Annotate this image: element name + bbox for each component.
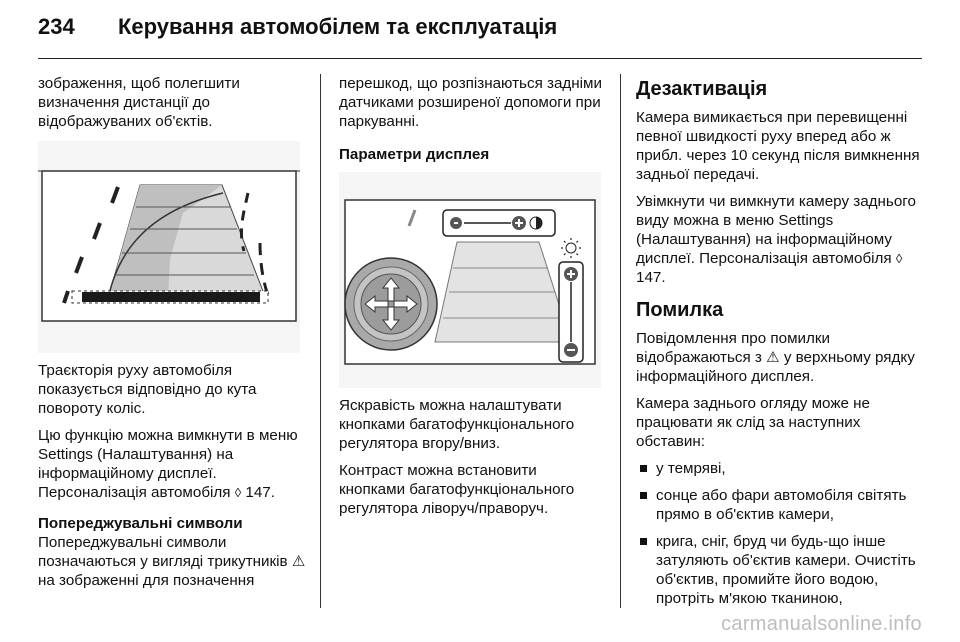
page-reference-link[interactable]: 147. <box>245 484 275 501</box>
guideline-illustration <box>38 141 300 353</box>
brightness-text: Яскравість можна налаштувати кнопками багатофункціонального регулятора вгору/вниз. <box>339 397 575 452</box>
column-2 <box>339 74 607 526</box>
page-reference-link[interactable]: 147. <box>636 269 666 286</box>
column-1 <box>38 74 310 598</box>
error-text: Повідомлення про помилки відображаються з ⚠ у верхньому рядку інформаційного дисплея. <box>636 330 915 385</box>
rear-camera-guideline-figure <box>38 141 300 353</box>
page-title: Керування автомобілем та експлуатація <box>118 14 558 39</box>
contrast-text: Контраст можна встановити кнопками багатофункціонального регулятора ліворуч/праворуч. <box>339 462 575 517</box>
error-heading: Помилка <box>636 299 724 321</box>
toggle-camera-text: Увімкнути чи вимкнути камеру заднього виду можна в меню Settings (Налаштування) на інформаційному дисплеї. Персоналізація автомобіля ◊ 147. <box>636 193 916 286</box>
column-divider-1 <box>320 74 321 608</box>
warning-symbols-text: Попереджувальні символи позначаються у вигляді трикутників ⚠ на зображенні для позначення <box>38 534 306 589</box>
page-number: 234 <box>38 14 75 39</box>
watermark: carmanualsonline.info <box>721 613 922 635</box>
reference-arrow-icon: ◊ <box>234 485 242 500</box>
warning-triangle-icon: ⚠ <box>766 349 780 366</box>
list-item: у темряві, <box>636 459 926 478</box>
warning-triangle-icon: ⚠ <box>291 553 306 570</box>
list-item: крига, сніг, бруд чи будь-що інше затуляють об'єктив камери. Очистіть об'єктив, промийте його водою, протріть м'якою тканиною, <box>636 532 926 608</box>
column-divider-2 <box>620 74 621 608</box>
trajectory-caption: Траєкторія руху автомобіля показується відповідно до кута повороту коліс. <box>38 362 257 417</box>
conditions-intro: Камера заднього огляду може не працювати як слід за наступних обставин: <box>636 395 870 450</box>
deactivation-heading: Дезактивація <box>636 78 768 100</box>
conditions-list <box>636 459 926 608</box>
list-item: сонце або фари автомобіля світять прямо в об'єктив камери, <box>636 486 926 524</box>
continuation-text: перешкод, що розпізнаються задніми датчиками розширеної допомоги при паркуванні. <box>339 75 602 130</box>
reference-arrow-icon: ◊ <box>895 251 903 266</box>
display-settings-heading: Параметри дисплея <box>339 146 490 163</box>
warning-symbols-heading: Попереджувальні символи <box>38 515 243 532</box>
display-settings-figure <box>339 172 601 388</box>
column-3 <box>636 74 926 616</box>
disable-trajectory-text: Цю функцію можна вимкнути в меню Settings (Налаштування) на інформаційному дисплеї. Персоналізація автомобіля ◊ 147. <box>38 427 298 501</box>
page-header <box>38 14 557 50</box>
display-settings-illustration <box>339 172 601 388</box>
deactivation-text: Камера вимикається при перевищенні певної швидкості руху вперед або ж прибл. через 10 секунд після вимкнення задньої передачі. <box>636 109 920 183</box>
intro-text: зображення, щоб полегшити визначення дистанції до відображуваних об'єктів. <box>38 75 240 130</box>
header-divider <box>38 58 922 59</box>
